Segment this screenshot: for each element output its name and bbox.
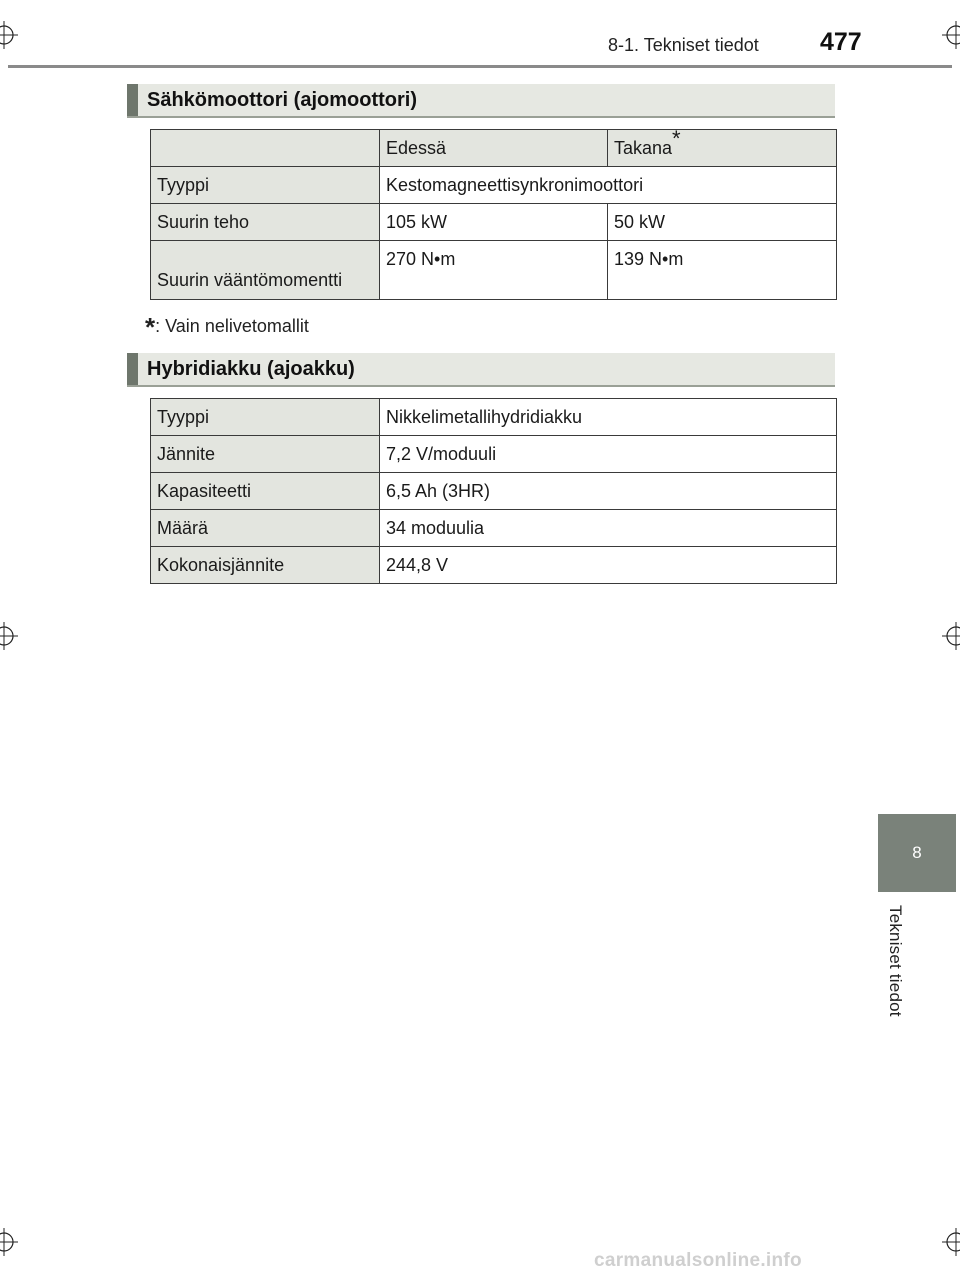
torque-front-value: 270 N•m bbox=[380, 241, 608, 300]
registration-mark-top-left bbox=[0, 21, 18, 49]
row-label: Kapasiteetti bbox=[151, 473, 380, 510]
header-cell-rear bbox=[608, 125, 837, 167]
page-number: 477 bbox=[820, 28, 862, 56]
registration-mark-top-right bbox=[942, 21, 960, 49]
table-row bbox=[151, 436, 837, 473]
header-cell-empty bbox=[151, 130, 380, 167]
battery-section-heading bbox=[127, 353, 835, 387]
type-value: Kestomagneettisynkronimoottori bbox=[380, 167, 837, 204]
row-value: 34 moduulia bbox=[380, 510, 837, 547]
watermark: carmanualsonline.info bbox=[594, 1250, 802, 1271]
section-title: 8-1. Tekniset tiedot bbox=[608, 35, 759, 55]
chapter-label: Tekniset tiedot bbox=[886, 905, 905, 1017]
registration-mark-mid-right bbox=[942, 622, 960, 650]
footnote-asterisk: * bbox=[145, 312, 156, 342]
registration-mark-mid-left bbox=[0, 622, 18, 650]
power-front-value: 105 kW bbox=[380, 204, 608, 241]
row-value: 244,8 V bbox=[380, 547, 837, 584]
table-row bbox=[151, 399, 837, 436]
footnote bbox=[145, 308, 309, 342]
chapter-number: 8 bbox=[912, 843, 922, 862]
table-row bbox=[151, 510, 837, 547]
row-value: 6,5 Ah (3HR) bbox=[380, 473, 837, 510]
heading-accent-bar bbox=[127, 353, 138, 385]
registration-mark-bottom-left bbox=[0, 1228, 18, 1256]
registration-mark-bottom-right bbox=[942, 1228, 960, 1256]
footnote-marker: * bbox=[672, 125, 681, 151]
battery-heading-text: Hybridiakku (ajoakku) bbox=[147, 357, 355, 380]
table-header-row bbox=[151, 130, 837, 167]
footnote-text: : Vain nelivetomallit bbox=[155, 316, 309, 336]
table-row bbox=[151, 167, 837, 204]
battery-spec-table bbox=[150, 398, 837, 584]
motor-spec-table bbox=[150, 125, 837, 300]
row-value: Nikkelimetallihydridiakku bbox=[380, 399, 837, 436]
row-value: 7,2 V/moduuli bbox=[380, 436, 837, 473]
torque-rear-value: 139 N•m bbox=[608, 241, 837, 300]
header-divider bbox=[8, 65, 952, 68]
table-row bbox=[151, 241, 837, 300]
row-label: Tyyppi bbox=[151, 399, 380, 436]
table-row bbox=[151, 547, 837, 584]
motor-heading-text: Sähkömoottori (ajomoottori) bbox=[147, 88, 417, 111]
row-label: Kokonaisjännite bbox=[151, 547, 380, 584]
header-cell-front: Edessä bbox=[380, 130, 608, 167]
heading-accent-bar bbox=[127, 84, 138, 116]
table-row bbox=[151, 473, 837, 510]
table-row bbox=[151, 204, 837, 241]
motor-section-heading bbox=[127, 84, 835, 118]
row-label: Jännite bbox=[151, 436, 380, 473]
row-label-power: Suurin teho bbox=[151, 204, 380, 241]
row-label-torque: Suurin vääntömomentti bbox=[151, 241, 380, 300]
chapter-tab[interactable] bbox=[878, 814, 956, 892]
row-label-type: Tyyppi bbox=[151, 167, 380, 204]
row-label: Määrä bbox=[151, 510, 380, 547]
header-rear-text: Takana bbox=[614, 137, 673, 158]
power-rear-value: 50 kW bbox=[608, 204, 837, 241]
